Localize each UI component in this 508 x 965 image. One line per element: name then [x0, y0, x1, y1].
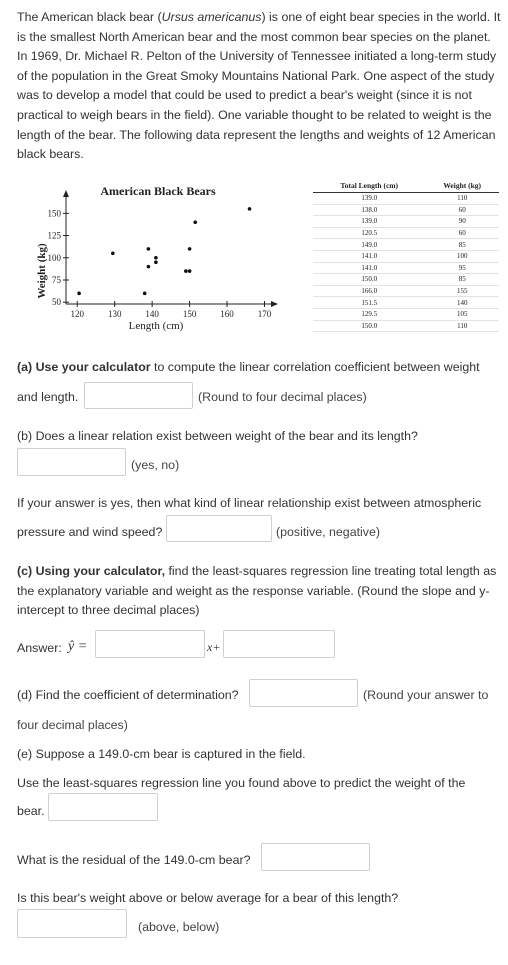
data-point [188, 247, 192, 251]
chart-title: American Black Bears [100, 184, 216, 198]
x-tick-label: 130 [107, 309, 122, 319]
residual-question: What is the residual of the 149.0-cm bear? [17, 853, 251, 867]
part-b-follow-hint: (positive, negative) [276, 525, 380, 539]
table-cell-weight: 155 [425, 285, 499, 297]
table-row [313, 216, 499, 228]
part-d-question: (d) Find the coefficient of determination? [17, 688, 239, 702]
part-e-line1: (e) Suppose a 149.0-cm bear is captured in the field. [17, 747, 306, 761]
table-cell-length: 141.0 [313, 262, 425, 274]
table-header-weight: Weight (kg) [425, 179, 499, 193]
correlation-input[interactable] [84, 382, 193, 409]
table-header-length: Total Length (cm) [313, 179, 425, 193]
table-cell-length: 138.0 [313, 204, 425, 216]
part-a-question [17, 358, 480, 378]
x-tick-label: 170 [257, 309, 272, 319]
table-cell-length: 120.5 [313, 227, 425, 239]
slope-input[interactable] [95, 630, 205, 658]
part-c-text: find the least-squares regression line treating total length as the explanatory variable and weight as the response variable. (Round the slope and y-intercept to three decimal places) [17, 564, 497, 618]
y-tick-label: 75 [52, 275, 61, 285]
scatter-chart [30, 178, 296, 340]
chart-ylabel: Weight (kg) [36, 243, 48, 299]
part-a-line2: and length. [17, 390, 79, 404]
part-b-hint: (yes, no) [131, 458, 180, 472]
table-row [313, 320, 499, 332]
predicted-weight-input[interactable] [48, 793, 158, 821]
data-point [77, 292, 81, 296]
x-tick-label: 160 [220, 309, 234, 319]
table-cell-length: 141.0 [313, 250, 425, 262]
y-tick-label: 50 [52, 297, 61, 308]
part-d-hint-line1: (Round your answer to [363, 688, 489, 702]
x-axis-arrow [271, 301, 278, 307]
x-tick-label: 150 [182, 309, 197, 319]
table-cell-length: 149.0 [313, 239, 425, 251]
data-point [154, 256, 158, 260]
part-a-hint: (Round to four decimal places) [198, 390, 367, 404]
data-point [248, 207, 252, 211]
x-tick-label: 140 [145, 309, 159, 319]
y-tick-label: 100 [47, 252, 61, 263]
table-cell-length: 151.5 [313, 297, 425, 309]
table-cell-weight: 60 [425, 204, 499, 216]
part-a-prefix: (a) Use your calculator [17, 360, 151, 374]
species-name: Ursus americanus [161, 10, 262, 24]
table-row [313, 227, 499, 239]
data-point [147, 265, 151, 269]
above-below-input[interactable] [17, 909, 127, 938]
data-point [193, 220, 197, 224]
x-plus-label: x+ [207, 640, 221, 654]
table-cell-weight: 60 [425, 227, 499, 239]
part-e-line3: bear. [17, 804, 45, 818]
table-cell-length: 150.0 [313, 274, 425, 286]
intro-text-2: ) is one of eight bear species in the world. It is the smallest North American bear and the most common bear species on the planet. In 1969, Dr. Michael R. Pelton of the University of Tennessee initiated a long-term study of the population in the Great Smoky Mountains National Park. One aspect of the study was to develop a model that could be used to predict a bear's weight (since it is not practical to weigh bears in the field). One variable thought to be related to weight is the length of the bear. The following data represent the lengths and weights of 12 American black bears. [17, 10, 501, 162]
part-b-follow-line2: pressure and wind speed? [17, 525, 163, 539]
part-b-follow-line1: If your answer is yes, then what kind of linear relationship exist between atmospheric [17, 496, 482, 510]
data-point [154, 260, 158, 264]
table-cell-length: 166.0 [313, 285, 425, 297]
data-point [147, 247, 151, 251]
table-row [313, 250, 499, 262]
data-point [143, 292, 147, 296]
y-tick-label: 125 [47, 230, 61, 241]
table-row [313, 239, 499, 251]
above-below-hint: (above, below) [138, 920, 220, 934]
y-axis-arrow [63, 190, 69, 197]
table-cell-length: 139.0 [313, 193, 425, 205]
part-c-prefix: (c) Using your calculator, [17, 564, 166, 578]
data-point [188, 269, 192, 273]
intercept-input[interactable] [223, 630, 335, 658]
table-cell-length: 139.0 [313, 216, 425, 228]
data-point [184, 269, 188, 273]
table-cell-weight: 90 [425, 216, 499, 228]
table-cell-weight: 110 [425, 320, 499, 332]
part-d-hint-line2: four decimal places) [17, 718, 128, 732]
part-b-question: (b) Does a linear relation exist between weight of the bear and its length? [17, 429, 418, 443]
table-row [313, 297, 499, 309]
chart-xlabel: Length (cm) [128, 320, 184, 332]
table-row [313, 274, 499, 286]
table-cell-weight: 105 [425, 308, 499, 320]
table-cell-weight: 85 [425, 239, 499, 251]
data-table [313, 179, 499, 332]
table-row [313, 193, 499, 205]
data-point [111, 252, 115, 256]
intro-text-1: The American black bear ( [17, 10, 162, 24]
table-row [313, 204, 499, 216]
determination-input[interactable] [249, 679, 358, 707]
above-below-question: Is this bear's weight above or below average for a bear of this length? [17, 891, 399, 905]
answer-label: Answer: [17, 641, 62, 655]
table-cell-weight: 95 [425, 262, 499, 274]
x-tick-label: 120 [70, 309, 84, 319]
table-cell-weight: 100 [425, 250, 499, 262]
table-cell-length: 129.5 [313, 308, 425, 320]
linear-relation-input[interactable] [17, 448, 126, 476]
part-a-text: to compute the linear correlation coefficient between weight [150, 360, 480, 374]
table-cell-weight: 140 [425, 297, 499, 309]
yhat-symbol: ŷ = [68, 639, 88, 654]
part-e-line2: Use the least-squares regression line you found above to predict the weight of the [17, 776, 466, 790]
table-cell-weight: 110 [425, 193, 499, 205]
residual-input[interactable] [261, 843, 370, 871]
table-cell-weight: 85 [425, 274, 499, 286]
table-row [313, 262, 499, 274]
y-tick-label: 150 [47, 208, 61, 219]
relationship-type-input[interactable] [166, 515, 272, 542]
table-cell-length: 150.0 [313, 320, 425, 332]
table-row [313, 285, 499, 297]
table-row [313, 308, 499, 320]
intro-paragraph [17, 8, 501, 165]
part-c-question [17, 562, 501, 621]
